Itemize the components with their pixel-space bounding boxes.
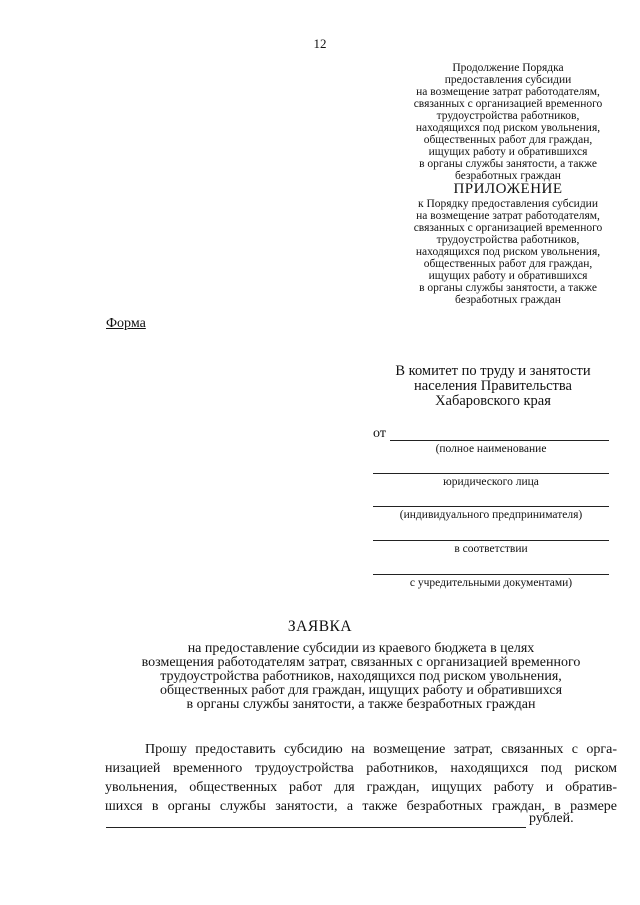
field-hint: в соответствии (454, 543, 528, 555)
appendix-line: к Порядку предоставления субсидии (418, 198, 598, 210)
form-label: Форма (106, 316, 146, 331)
applicant-name-field[interactable] (373, 506, 609, 507)
amount-suffix: рублей. (529, 811, 574, 826)
appendix-line: трудоустройства работников, (436, 234, 580, 246)
appendix-line: находящихся под риском увольнения, (415, 246, 601, 258)
header-line: общественных работ для граждан, (423, 134, 593, 146)
continuation-header (392, 62, 624, 182)
subtitle-line: общественных работ для граждан, ищущих работу и обратившихся (159, 683, 563, 698)
body-line: Прошу предоставить субсидию на возмещение затрат, связанных с орга- (145, 742, 617, 757)
appendix-line: безработных граждан (455, 294, 561, 306)
header-line: трудоустройства работников, (436, 110, 580, 122)
body-line: низацией временного трудоустройства работников, находящихся под риском (105, 761, 617, 776)
appendix-line: общественных работ для граждан, (423, 258, 593, 270)
appendix-header (392, 198, 624, 306)
applicant-name-field[interactable] (373, 540, 609, 541)
appendix-line: в органы службы занятости, а также (419, 282, 597, 294)
subtitle-line: трудоустройства работников, находящихся под риском увольнения, (160, 669, 562, 684)
applicant-name-field[interactable] (390, 440, 609, 441)
applicant-name-field[interactable] (373, 473, 609, 474)
subtitle-line: на предоставление субсидии из краевого бюджета в целях (187, 641, 535, 656)
amount-field[interactable] (106, 827, 526, 828)
header-line: связанных с организацией временного (413, 98, 603, 110)
field-hint: (индивидуального предпринимателя) (399, 509, 583, 521)
application-body (105, 740, 617, 816)
page-number: 12 (313, 36, 327, 51)
appendix-line: связанных с организацией временного (413, 222, 603, 234)
header-line: на возмещение затрат работодателям, (416, 86, 600, 98)
field-hint: с учредительными документами) (409, 577, 573, 589)
header-line: Продолжение Порядка (452, 62, 564, 74)
subtitle-line: возмещения работодателям затрат, связанных с организацией временного (141, 655, 581, 670)
application-subtitle (105, 642, 617, 712)
header-line: в органы службы занятости, а также (419, 158, 597, 170)
appendix-title: ПРИЛОЖЕНИЕ (453, 181, 563, 197)
header-line: находящихся под риском увольнения, (415, 122, 601, 134)
addressee-line: Хабаровского края (435, 393, 551, 409)
header-line: безработных граждан (455, 170, 561, 182)
applicant-name-field[interactable] (373, 574, 609, 575)
addressee-line: В комитет по труду и занятости (395, 363, 591, 379)
appendix-line: на возмещение затрат работодателям, (416, 210, 600, 222)
body-line: шихся в органы службы занятости, а также безработных граждан, в размере (105, 799, 617, 814)
field-hint: (полное наименование (435, 443, 547, 455)
field-hint: юридического лица (443, 476, 539, 488)
header-line: ищущих работу и обратившихся (428, 146, 588, 158)
from-label: от (373, 426, 386, 441)
addressee-block (372, 364, 614, 409)
header-line: предоставления субсидии (444, 74, 572, 86)
subtitle-line: в органы службы занятости, а также безработных граждан (186, 697, 536, 712)
appendix-line: ищущих работу и обратившихся (428, 270, 588, 282)
application-title: ЗАЯВКА (287, 618, 353, 635)
body-line: увольнения, общественных работ для граждан, ищущих работу и обратив- (105, 780, 617, 795)
addressee-line: населения Правительства (414, 378, 572, 394)
